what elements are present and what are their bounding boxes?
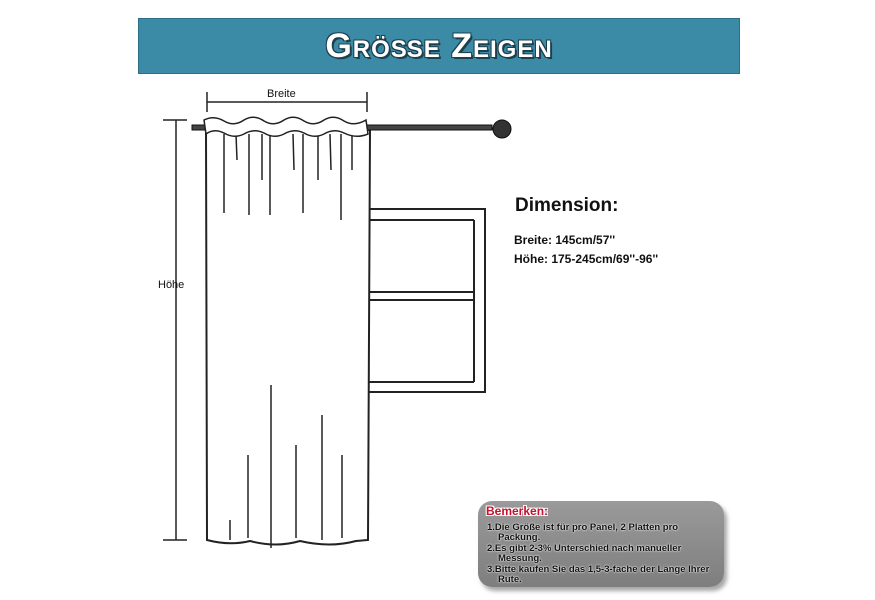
- dimension-title: Dimension:: [515, 195, 619, 216]
- note-line: 1.Die Größe ist für pro Panel, 2 Platten pro: [487, 522, 679, 533]
- curtain-panel: [206, 130, 370, 548]
- rod-finial: [493, 120, 511, 138]
- note-line: Messung.: [498, 553, 542, 564]
- notes-title: Bemerken:: [486, 504, 549, 518]
- note-line: Packung.: [498, 532, 541, 543]
- note-item: [487, 565, 719, 585]
- dimension-width: Breite: 145cm/57'': [514, 233, 616, 247]
- height-dimension-line: [163, 120, 187, 540]
- dimension-height: Höhe: 175-245cm/69''-96'': [514, 252, 659, 266]
- notes-box: [478, 501, 724, 587]
- curtain-rod: [192, 117, 511, 138]
- note-line: Rute.: [498, 574, 522, 585]
- note-item: [487, 544, 719, 564]
- width-label: Breite: [267, 88, 296, 100]
- note-line: 2.Es gibt 2-3% Unterschied nach manueller: [487, 543, 682, 554]
- window-illustration: [366, 209, 485, 392]
- note-item: [487, 523, 719, 543]
- height-label: Höhe: [158, 279, 185, 291]
- page-title: Größe Zeigen: [325, 26, 553, 65]
- note-line: 3.Bitte kaufen Sie das 1,5-3-fache der Länge Ihrer: [487, 564, 710, 575]
